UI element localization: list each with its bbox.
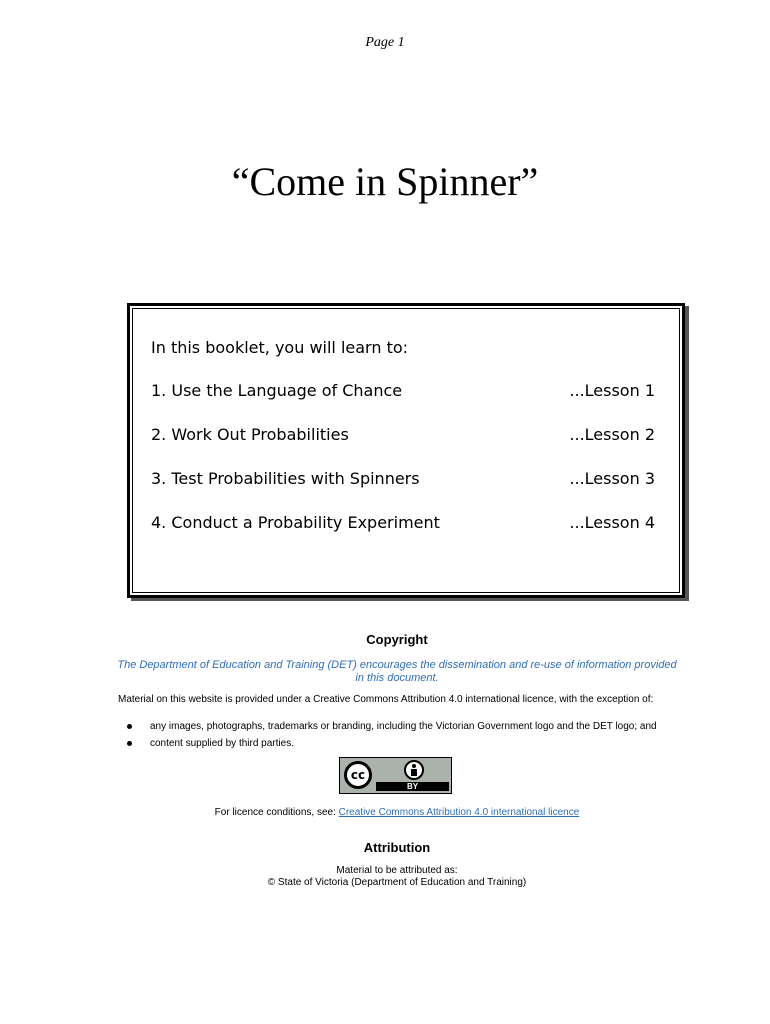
contents-box-inner — [132, 308, 680, 593]
licence-link[interactable]: Creative Commons Attribution 4.0 international licence — [338, 807, 580, 818]
copyright-heading: Copyright — [366, 632, 428, 647]
person-icon — [404, 760, 424, 780]
lesson-title: 3. Test Probabilities with Spinners — [151, 469, 420, 488]
attribution-line: Material to be attributed as: — [336, 865, 458, 876]
lesson-reference: ...Lesson 2 — [569, 425, 655, 444]
lesson-row — [151, 381, 655, 403]
lesson-row — [151, 425, 655, 447]
licence-conditions-text: For licence conditions, see: — [214, 807, 339, 818]
licence-conditions — [0, 807, 770, 818]
contents-box — [127, 303, 685, 598]
licence-line: Material on this website is provided under a Creative Commons Attribution 4.0 international licence, with the exception of: — [118, 694, 654, 705]
lesson-reference: ...Lesson 1 — [569, 381, 655, 400]
attribution-heading: Attribution — [363, 840, 431, 855]
exception-text: any images, photographs, trademarks or branding, including the Victorian Government logo and the DET logo; and — [150, 721, 657, 732]
lesson-title: 2. Work Out Probabilities — [151, 425, 349, 444]
exception-text: content supplied by third parties. — [150, 738, 294, 749]
by-label: BY — [376, 782, 449, 791]
attribution-line: © State of Victoria (Department of Education and Training) — [267, 877, 527, 888]
lesson-title: 1. Use the Language of Chance — [151, 381, 403, 400]
creative-commons-by-icon — [339, 757, 452, 794]
lesson-reference: ...Lesson 4 — [569, 513, 655, 532]
list-item — [127, 720, 657, 737]
attribution-lines — [0, 865, 770, 889]
cc-circle-icon: cc — [344, 761, 372, 789]
booklet-title: “Come in Spinner” — [231, 159, 539, 204]
list-item — [127, 737, 657, 754]
lesson-row — [151, 513, 655, 535]
page-number: Page 1 — [365, 35, 405, 50]
exceptions-list — [127, 720, 657, 754]
lesson-title: 4. Conduct a Probability Experiment — [151, 513, 440, 532]
bullet-icon — [127, 724, 132, 729]
det-statement: The Department of Education and Training (DET) encourages the dissemination and re-use of information provided in this document. — [117, 659, 677, 684]
bullet-icon — [127, 741, 132, 746]
contents-intro: In this booklet, you will learn to: — [151, 338, 409, 357]
lesson-reference: ...Lesson 3 — [569, 469, 655, 488]
lesson-row — [151, 469, 655, 491]
